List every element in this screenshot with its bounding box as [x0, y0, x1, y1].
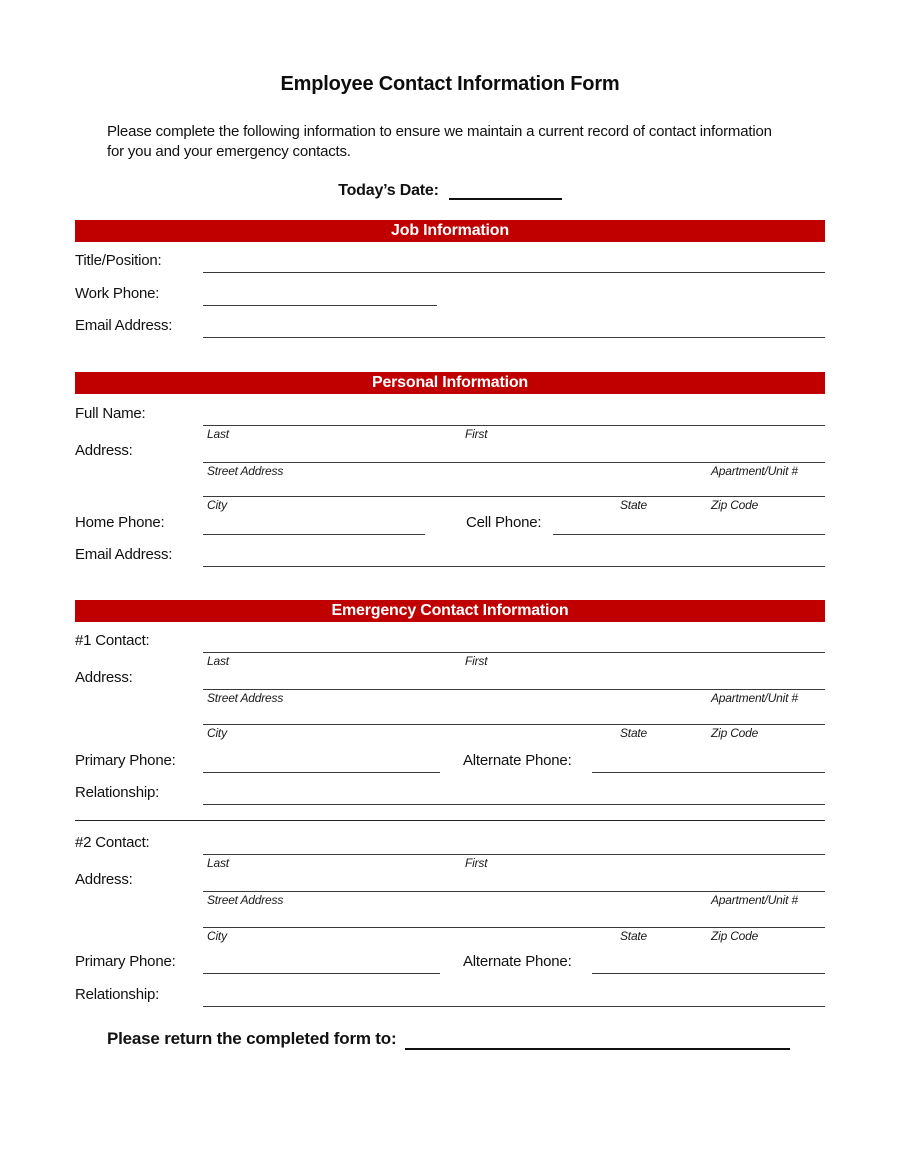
section-header-personal: Personal Information: [75, 372, 825, 394]
personal-address-row: [75, 441, 825, 463]
sublabel-street-address: Street Address: [207, 464, 284, 478]
full-name-row: [75, 404, 825, 426]
sublabel-apartment-unit: Apartment/Unit #: [711, 691, 798, 705]
sublabel-zip-code: Zip Code: [711, 498, 759, 512]
home-phone-label: Home Phone:: [75, 514, 165, 531]
form-intro: Please complete the following information to ensure we maintain a current record of contact information for you and your emergency contacts.: [107, 123, 772, 160]
return-form-row: [107, 1027, 790, 1050]
city-state-zip-sublabels: [203, 497, 825, 512]
job-email-label: Email Address:: [75, 317, 173, 334]
contact1-relationship-label: Relationship:: [75, 784, 160, 801]
contact2-alternate-phone-label: Alternate Phone:: [463, 953, 572, 970]
sublabel-first: First: [465, 427, 488, 441]
sublabel-apartment-unit: Apartment/Unit #: [711, 893, 798, 907]
contact2-name-row: [75, 833, 825, 855]
contact1-street-input-line[interactable]: [203, 668, 825, 690]
work-phone-input-line[interactable]: [203, 284, 437, 306]
work-phone-row: [75, 284, 825, 306]
contact1-name-input-line[interactable]: [203, 631, 825, 653]
contact-divider: [75, 820, 825, 821]
section-header-emergency: Emergency Contact Information: [75, 600, 825, 622]
sublabel-zip-code: Zip Code: [711, 726, 759, 740]
sublabel-state: State: [620, 498, 648, 512]
job-email-row: [75, 316, 825, 338]
sublabel-apartment-unit: Apartment/Unit #: [711, 464, 798, 478]
contact2-city-state-zip-sublabels: [203, 928, 825, 943]
contact2-name-input-line[interactable]: [203, 833, 825, 855]
personal-email-row: [75, 545, 825, 567]
contact1-relationship-input-line[interactable]: [203, 783, 825, 805]
sublabel-first: First: [465, 654, 488, 668]
contact1-phones-row: [75, 751, 825, 773]
sublabel-city: City: [207, 498, 227, 512]
cell-phone-input-line[interactable]: [553, 513, 825, 535]
job-email-input-line[interactable]: [203, 316, 825, 338]
contact2-name-sublabels: [203, 855, 825, 870]
contact2-address-row: [75, 870, 825, 892]
street-sublabels: [203, 463, 825, 478]
contact2-name-label: #2 Contact:: [75, 834, 150, 851]
sublabel-city: City: [207, 726, 227, 740]
contact2-relationship-label: Relationship:: [75, 986, 160, 1003]
contact1-city-state-zip-sublabels: [203, 725, 825, 740]
todays-date-label: Today’s Date:: [338, 182, 439, 199]
contact1-address-row: [75, 668, 825, 690]
sublabel-state: State: [620, 726, 648, 740]
personal-email-label: Email Address:: [75, 546, 173, 563]
sublabel-last: Last: [207, 427, 229, 441]
title-position-input-line[interactable]: [203, 251, 825, 273]
contact1-alternate-phone-label: Alternate Phone:: [463, 752, 572, 769]
personal-address-label: Address:: [75, 442, 133, 459]
contact2-alternate-phone-input-line[interactable]: [592, 952, 825, 974]
contact2-primary-phone-label: Primary Phone:: [75, 953, 176, 970]
personal-email-input-line[interactable]: [203, 545, 825, 567]
contact1-name-sublabels: [203, 653, 825, 668]
sublabel-street-address: Street Address: [207, 691, 284, 705]
contact2-city-input-line[interactable]: [203, 907, 825, 928]
contact1-primary-phone-label: Primary Phone:: [75, 752, 176, 769]
contact1-address-label: Address:: [75, 669, 133, 686]
contact1-name-label: #1 Contact:: [75, 632, 150, 649]
contact2-relationship-row: [75, 985, 825, 1007]
personal-street-input-line[interactable]: [203, 441, 825, 463]
contact2-relationship-input-line[interactable]: [203, 985, 825, 1007]
sublabel-city: City: [207, 929, 227, 943]
title-position-row: [75, 251, 825, 273]
form-content: [75, 220, 825, 1007]
todays-date-row: [0, 182, 900, 204]
contact1-street-sublabels: [203, 690, 825, 705]
contact2-phones-row: [75, 952, 825, 974]
home-phone-input-line[interactable]: [203, 513, 425, 535]
cell-phone-label: Cell Phone:: [466, 514, 542, 531]
contact1-relationship-row: [75, 783, 825, 805]
name-sublabels: [203, 426, 825, 441]
contact1-alternate-phone-input-line[interactable]: [592, 751, 825, 773]
personal-city-input-line[interactable]: [203, 478, 825, 497]
section-header-job: Job Information: [75, 220, 825, 242]
personal-phones-row: [75, 513, 825, 535]
sublabel-zip-code: Zip Code: [711, 929, 759, 943]
contact2-street-input-line[interactable]: [203, 870, 825, 892]
contact1-name-row: [75, 631, 825, 653]
todays-date-input-line[interactable]: [449, 184, 562, 200]
return-form-input-line[interactable]: [405, 1028, 790, 1050]
contact2-address-label: Address:: [75, 871, 133, 888]
sublabel-street-address: Street Address: [207, 893, 284, 907]
contact2-street-sublabels: [203, 892, 825, 907]
form-title: Employee Contact Information Form: [280, 73, 620, 95]
contact2-primary-phone-input-line[interactable]: [203, 952, 440, 974]
sublabel-first: First: [465, 856, 488, 870]
sublabel-last: Last: [207, 856, 229, 870]
sublabel-last: Last: [207, 654, 229, 668]
full-name-label: Full Name:: [75, 405, 146, 422]
contact1-primary-phone-input-line[interactable]: [203, 751, 440, 773]
full-name-input-line[interactable]: [203, 404, 825, 426]
return-form-label: Please return the completed form to:: [107, 1029, 397, 1048]
title-position-label: Title/Position:: [75, 252, 162, 269]
contact1-city-input-line[interactable]: [203, 705, 825, 725]
work-phone-label: Work Phone:: [75, 285, 160, 302]
sublabel-state: State: [620, 929, 648, 943]
